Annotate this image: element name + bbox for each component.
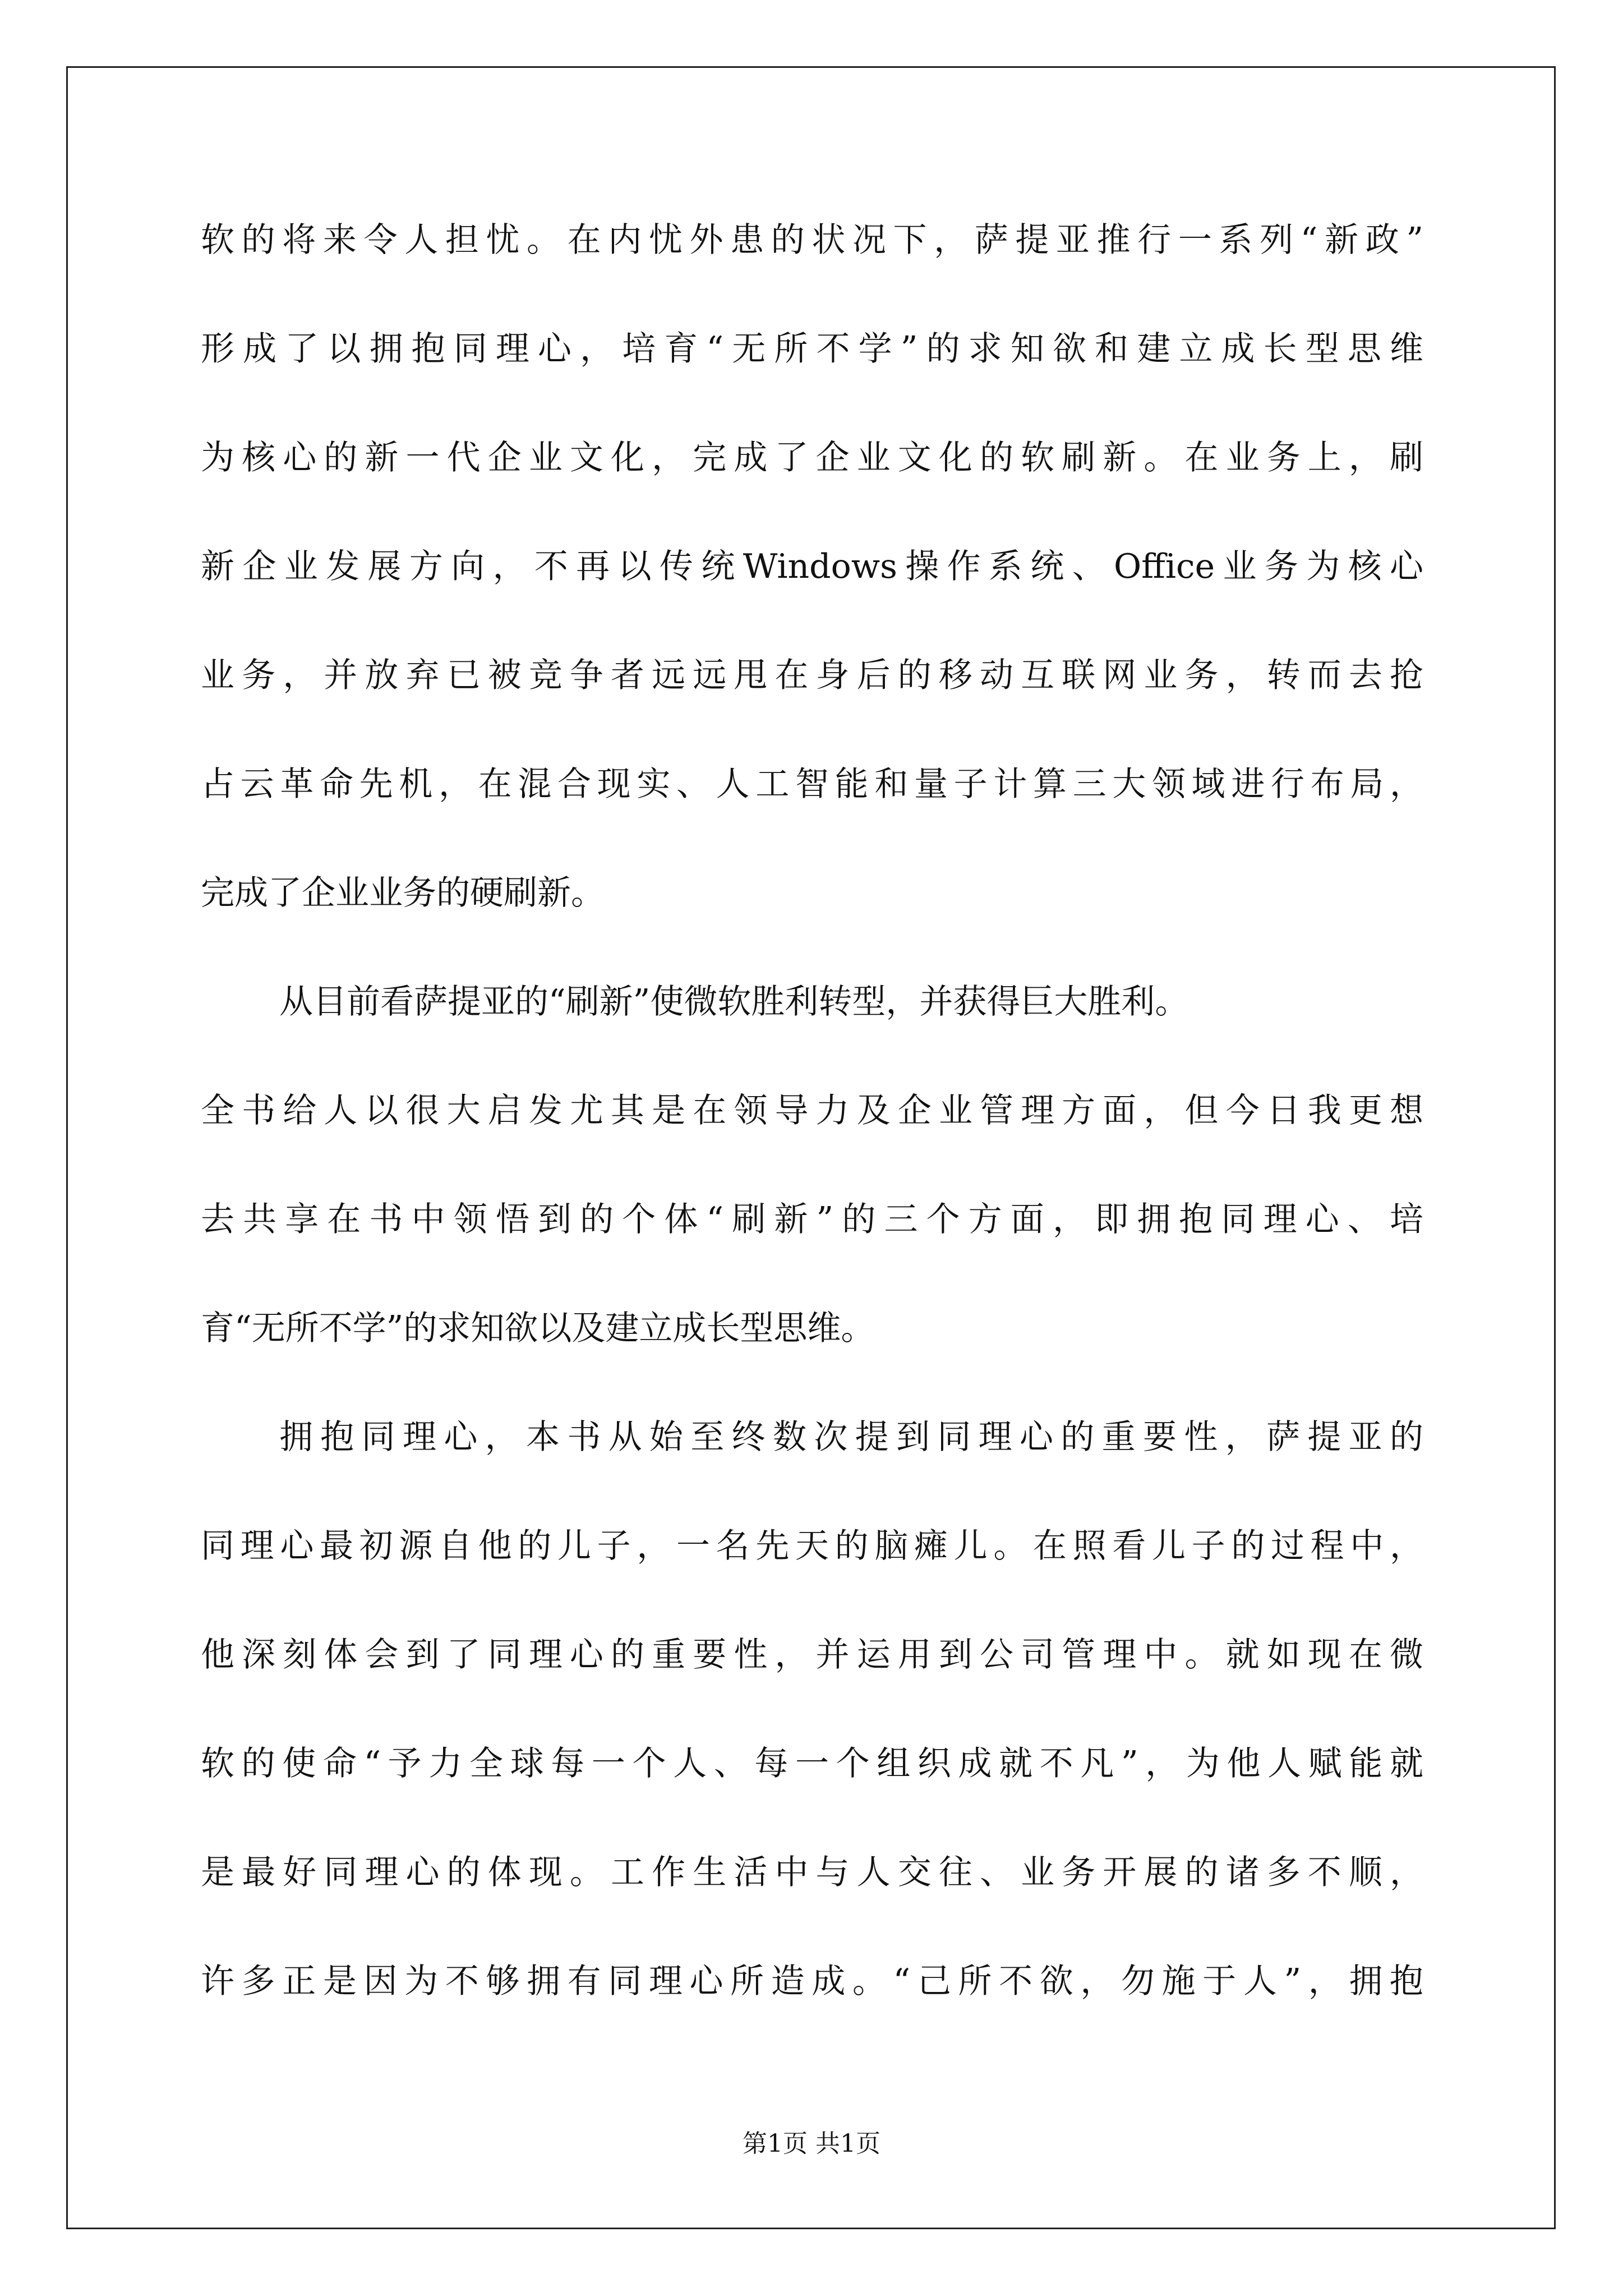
text-line: 去共享在书中领悟到的个体“刷新”的三个方面，即拥抱同理心、培: [201, 1200, 1423, 1239]
text-line: 为核心的新一代企业文化，完成了企业文化的软刷新。在业务上，刷: [201, 438, 1423, 477]
text-line: 软的使命“予力全球每一个人、每一个组织成就不凡”，为他人赋能就: [201, 1744, 1423, 1783]
text-line: 新企业发展方向，不再以传统Windows操作系统、Office业务为核心: [201, 547, 1423, 586]
text-line: 育“无所不学”的求知欲以及建立成长型思维。: [201, 1309, 875, 1348]
text-line: 软的将来令人担忧。在内忧外患的状况下，萨提亚推行一系列“新政”: [201, 220, 1423, 260]
text-line: 拥抱同理心，本书从始至终数次提到同理心的重要性，萨提亚的: [279, 1418, 1423, 1457]
text-line: 业务，并放弃已被竞争者远远甩在身后的移动互联网业务，转而去抢: [201, 656, 1423, 695]
text-line: 占云革命先机，在混合现实、人工智能和量子计算三大领域进行布局，: [201, 765, 1423, 804]
text-line: 他深刻体会到了同理心的重要性，并运用到公司管理中。就如现在微: [201, 1635, 1423, 1674]
text-line: 是最好同理心的体现。工作生活中与人交往、业务开展的诸多不顺，: [201, 1853, 1423, 1892]
text-line: 从目前看萨提亚的“刷新”使微软胜利转型，并获得巨大胜利。: [279, 982, 1189, 1022]
text-line: 全书给人以很大启发尤其是在领导力及企业管理方面，但今日我更想: [201, 1091, 1423, 1130]
page-border: [66, 66, 1556, 2229]
page-number-footer: 第1页 共1页: [743, 2129, 880, 2158]
text-line: 完成了企业业务的硬刷新。: [201, 873, 605, 913]
text-line: 形成了以拥抱同理心，培育“无所不学”的求知欲和建立成长型思维: [201, 329, 1423, 369]
text-line: 同理心最初源自他的儿子，一名先天的脑瘫儿。在照看儿子的过程中，: [201, 1526, 1423, 1566]
text-line: 许多正是因为不够拥有同理心所造成。“己所不欲，勿施于人”，拥抱: [201, 1962, 1423, 2001]
